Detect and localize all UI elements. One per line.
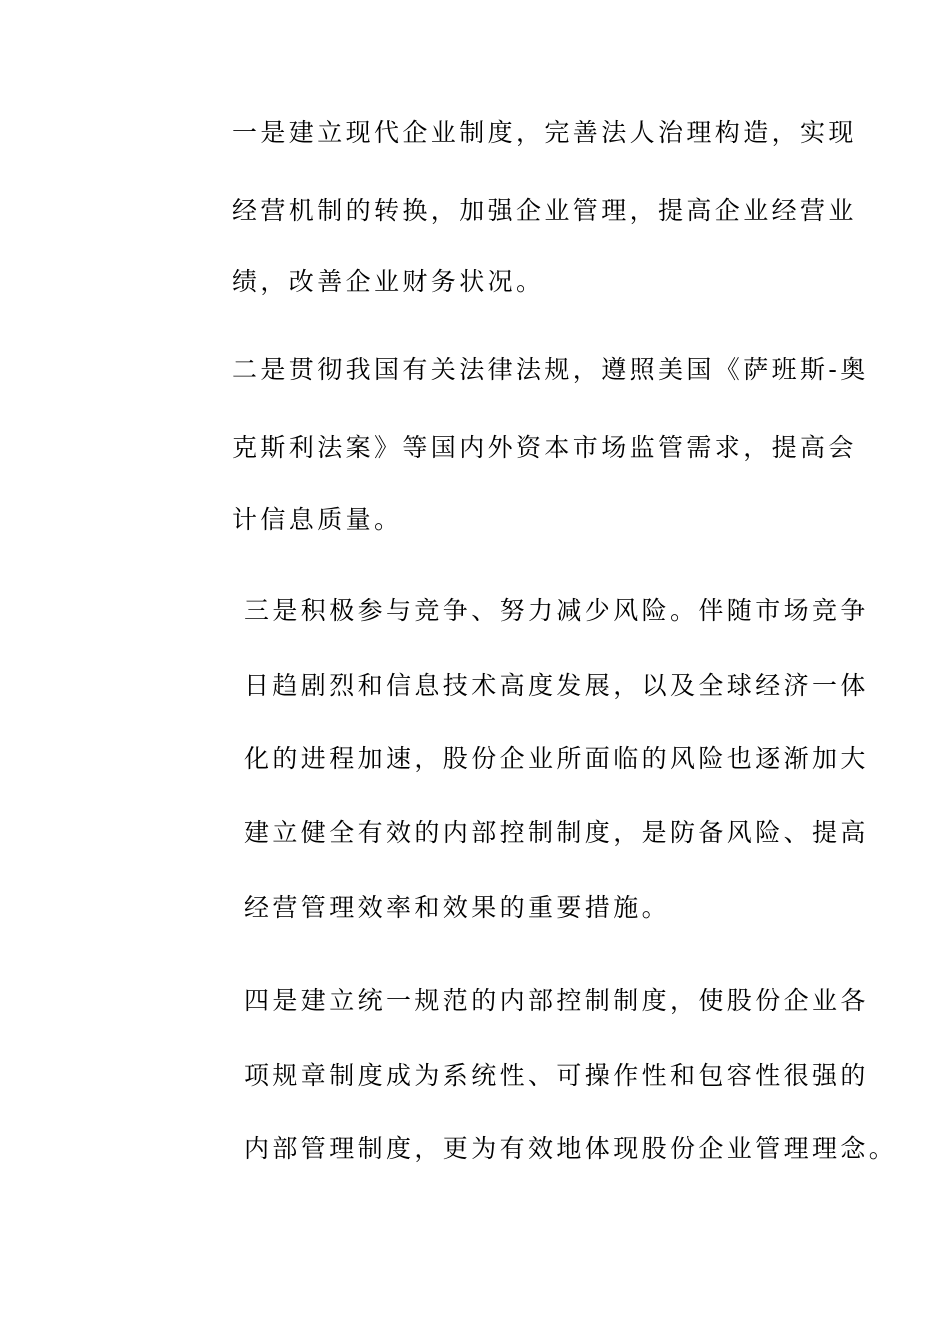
text-line: 项规章制度成为系统性、可操作性和包容性很强的	[244, 1061, 869, 1090]
text-line: 三是积极参与竞争、努力减少风险。伴随市场竞争	[244, 596, 869, 625]
text-line: 化的进程加速，股份企业所面临的风险也逐渐加大	[244, 744, 869, 773]
text-line: 四是建立统一规范的内部控制制度，使股份企业各	[244, 986, 869, 1015]
text-line: 二是贯彻我国有关法律法规，遵照美国《萨班斯-奥	[232, 355, 869, 384]
text-line: 计信息质量。	[232, 505, 403, 534]
text-line: 克斯利法案》等国内外资本市场监管需求，提高会	[232, 433, 857, 462]
text-line: 绩，改善企业财务状况。	[232, 267, 545, 296]
text-line: 一是建立现代企业制度，完善法人治理构造，实现	[232, 118, 857, 147]
text-line: 内部管理制度，更为有效地体现股份企业管理理念。	[244, 1134, 898, 1163]
text-line: 经营机制的转换，加强企业管理，提高企业经营业	[232, 196, 857, 225]
text-line: 日趋剧烈和信息技术高度发展，以及全球经济一体	[244, 671, 869, 700]
text-line: 建立健全有效的内部控制制度，是防备风险、提高	[244, 818, 869, 847]
text-line: 经营管理效率和效果的重要措施。	[244, 893, 671, 922]
